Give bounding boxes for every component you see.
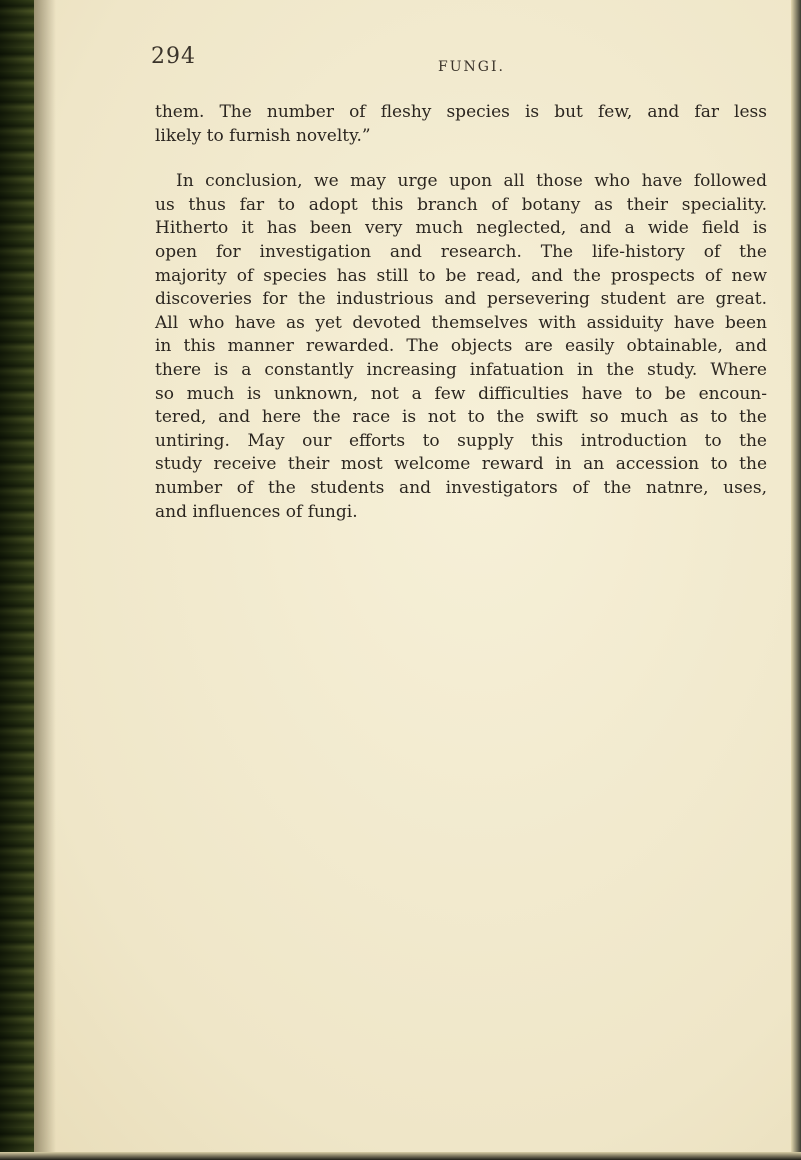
page-number: 294 — [151, 44, 196, 69]
text-line: them. The number of fleshy species is but few, and far less — [155, 102, 767, 122]
text-line: and influences of fungi. — [155, 501, 358, 522]
binding-shadow — [34, 0, 56, 1160]
text-line: study receive their most welcome reward in an accession to the — [155, 454, 767, 475]
text-line: likely to furnish novelty.” — [155, 125, 371, 146]
body-text — [155, 101, 767, 524]
text-line: so much is unknown, not a few difficulties have to be encoun- — [155, 383, 767, 404]
text-line: open for investigation and research. The life-history of the — [155, 241, 767, 262]
paragraph — [155, 170, 767, 524]
book-binding-edge — [0, 0, 34, 1160]
paragraph — [155, 101, 767, 148]
text-line: in this manner rewarded. The objects are easily obtainable, and — [155, 336, 767, 357]
text-line: number of the students and investigators of the natnre, uses, — [155, 477, 767, 498]
text-line: us thus far to adopt this branch of botany as their speciality. — [155, 194, 767, 215]
text-line: majority of species has still to be read, and the prospects of new — [155, 265, 767, 286]
page-right-edge — [791, 0, 801, 1160]
text-line: All who have as yet devoted themselves with assiduity have been — [155, 312, 767, 333]
text-line: tered, and here the race is not to the swift so much as to the — [155, 407, 767, 428]
running-head: FUNGI. — [438, 59, 505, 75]
text-line: discoveries for the industrious and persevering student are great. — [155, 289, 767, 310]
text-line: In conclusion, we may urge upon all those who have followed — [176, 171, 767, 192]
text-line: there is a constantly increasing infatuation in the study. Where — [155, 359, 767, 380]
text-line: Hitherto it has been very much neglected, and a wide field is — [155, 218, 767, 239]
page-bottom-edge — [0, 1152, 801, 1160]
text-line: untiring. May our efforts to supply this introduction to the — [155, 430, 767, 451]
